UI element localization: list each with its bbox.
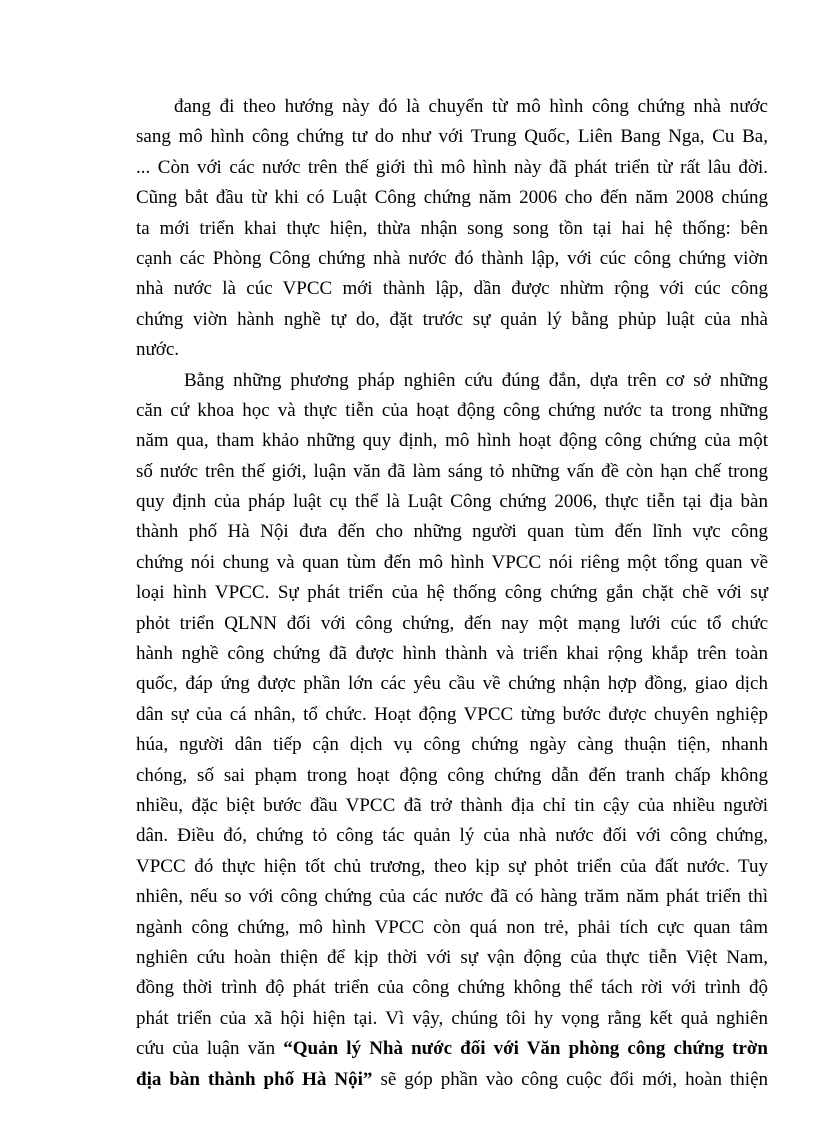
text-segment: cứu của luận văn	[136, 1038, 284, 1060]
text-line: căn cứ khoa học và thực tiễn của hoạt động công chứng nước ta trong những	[136, 399, 768, 421]
text-line: ngành công chứng, mô hình VPCC còn quá non trẻ, phải tích cực quan tâm	[136, 916, 768, 938]
text-line: Cũng bắt đầu từ khi có Luật Công chứng năm 2006 cho đến năm 2008 chúng	[136, 187, 768, 209]
text-line-with-title	[136, 1065, 768, 1095]
text-line: phỏt triển QLNN đối với công chứng, đến nay một mạng lưới cúc tổ chức	[136, 612, 768, 634]
text-line: nước.	[136, 339, 180, 361]
text-line: thành phố Hà Nội đưa đến cho những người quan tùm đến lĩnh vực công	[136, 521, 768, 543]
thesis-title: địa bàn thành phố Hà Nội”	[136, 1068, 373, 1090]
text-line: hành nghề công chứng đã được hình thành và triển khai rộng khắp trên toàn	[136, 643, 768, 665]
text-line: VPCC đó thực hiện tốt chủ trương, theo kịp sự phỏt triển của đất nước. Tuy	[136, 855, 768, 877]
text-line: sang mô hình công chứng tư do như với Trung Quốc, Liên Bang Nga, Cu Ba,	[136, 126, 768, 148]
text-line: đang đi theo hướng này đó là chuyển từ mô hình công chứng nhà nước	[174, 96, 768, 117]
text-line: năm qua, tham khảo những quy định, mô hình hoạt động công chứng của một	[136, 430, 768, 452]
text-line: chứng nói chung và quan tùm đến mô hình VPCC nói riêng một tổng quan về	[136, 551, 768, 573]
text-line: dân. Điều đó, chứng tỏ công tác quản lý của nhà nước đối với công chứng,	[136, 825, 768, 847]
text-line: nhiên, nếu so với công chứng của các nước đã có hàng trăm năm phát triển thì	[136, 886, 768, 908]
thesis-title: “Quản lý Nhà nước đối với Văn phòng công chứng trờn	[283, 1038, 768, 1060]
text-line: húa, người dân tiếp cận dịch vụ công chứng ngày càng thuận tiện, nhanh	[136, 734, 768, 756]
text-line: chứng viờn hành nghề tự do, đặt trước sự quản lý bằng phủp luật của nhà	[136, 308, 768, 330]
text-line: chóng, số sai phạm trong hoạt động công chứng dẫn đến tranh chấp không	[136, 764, 768, 786]
text-line: cạnh các Phòng Công chứng nhà nước đó thành lập, với cúc công chứng viờn	[136, 247, 768, 269]
text-line: Bằng những phương pháp nghiên cứu đúng đắn, dựa trên cơ sở những	[184, 369, 768, 391]
text-segment: sẽ góp phần vào công cuộc đổi mới, hoàn thiện	[372, 1068, 768, 1090]
document-body	[136, 92, 768, 1095]
text-line-with-title	[136, 1034, 768, 1064]
text-line: dân sự của cá nhân, tổ chức. Hoạt động VPCC từng bước được chuyên nghiệp	[136, 703, 768, 725]
text-line: ... Còn với các nước trên thế giới thì mô hình này đã phát triển từ rất lâu đời.	[136, 156, 768, 178]
text-line: phát triển của xã hội hiện tại. Vì vậy, chúng tôi hy vọng rằng kết quả nghiên	[136, 1007, 768, 1029]
paragraph-2	[136, 366, 768, 1095]
text-line: nhiều, đặc biệt bước đầu VPCC đã trở thành địa chỉ tin cậy của nhiều người	[136, 794, 768, 816]
text-line: số nước trên thế giới, luận văn đã làm sáng tỏ những vấn đề còn hạn chế trong	[136, 460, 768, 482]
text-line: nhà nước là cúc VPCC mới thành lập, dần được nhừm rộng với cúc công	[136, 278, 768, 300]
text-line: loại hình VPCC. Sự phát triển của hệ thống công chứng gắn chặt chẽ với sự	[136, 582, 768, 604]
paragraph-1	[136, 92, 768, 366]
text-line: quy định của pháp luật cụ thể là Luật Công chứng 2006, thực tiễn tại địa bàn	[136, 491, 768, 513]
text-line: quốc, đáp ứng được phần lớn các yêu cầu về chứng nhận hợp đồng, giao dịch	[136, 673, 768, 695]
text-line: ta mới triển khai thực hiện, thừa nhận song song tồn tại hai hệ thống: bên	[136, 217, 768, 239]
text-line: đồng thời trình độ phát triển của công chứng không thể tách rời với trình độ	[136, 977, 768, 999]
text-line: nghiên cứu hoàn thiện để kịp thời với sự vận động của thực tiễn Việt Nam,	[136, 946, 768, 968]
